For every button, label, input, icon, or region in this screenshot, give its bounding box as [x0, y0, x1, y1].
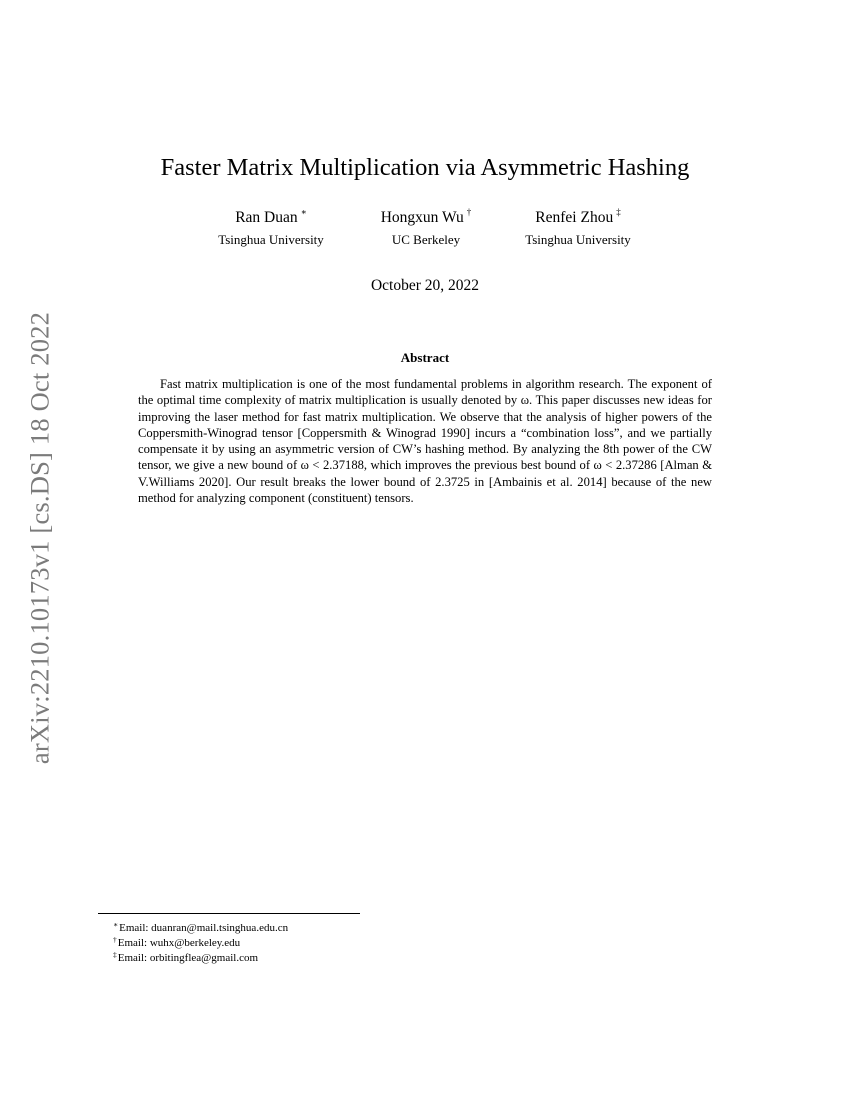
author-name-container	[478, 202, 678, 228]
author-footnote-mark: †	[466, 207, 472, 217]
footnote-text: Email: wuhx@berkeley.edu	[117, 937, 241, 949]
author-name: Renfei Zhou	[535, 209, 614, 226]
author-block-zhou	[478, 202, 678, 248]
author-name: Hongxun Wu	[380, 209, 464, 226]
author-footnote-mark: ∗	[300, 207, 307, 217]
footnote-mark: †	[113, 935, 117, 944]
footnote-text: Email: duanran@mail.tsinghua.edu.cn	[119, 922, 289, 934]
abstract-body: Fast matrix multiplication is one of the most fundamental problems in algorithm research. The exponent of the optimal time complexity of matrix multiplication is usually denoted by ω. This paper discusses new ideas for improving the laser method for fast matrix multiplication. We observe that the analysis of higher powers of the Coppersmith-Winograd tensor [Coppersmith & Winograd 1990] incurs a “combination loss”, and we partially compensate it by using an asymmetric version of CW’s hashing method. By analyzing the 8th power of the CW tensor, we give a new bound of ω < 2.37188, which improves the previous best bound of ω < 2.37286 [Alman & V.Williams 2020]. Our result breaks the lower bound of 2.3725 in [Ambainis et al. 2014] because of the new method for analyzing component (constituent) tensors.	[138, 377, 712, 506]
abstract-heading: Abstract	[400, 350, 450, 365]
author-affiliation: Tsinghua University	[525, 232, 631, 247]
author-footnote-mark: ‡	[616, 207, 621, 217]
author-affiliation: UC Berkeley	[391, 232, 461, 247]
footnote-mark: ∗	[113, 920, 119, 929]
footnote-divider	[98, 913, 360, 914]
footnote-mark: ‡	[113, 950, 117, 959]
publication-date: October 20, 2022	[370, 277, 480, 294]
author-affiliation: Tsinghua University	[218, 232, 324, 247]
footnote-text: Email: orbitingflea@gmail.com	[117, 952, 259, 964]
author-name: Ran Duan	[235, 209, 298, 226]
arxiv-identifier: arXiv:2210.10173v1 [cs.DS] 18 Oct 2022	[24, 311, 55, 765]
footnote-email-zhou	[113, 948, 258, 965]
paper-title: Faster Matrix Multiplication via Asymmetric Hashing	[160, 154, 690, 181]
